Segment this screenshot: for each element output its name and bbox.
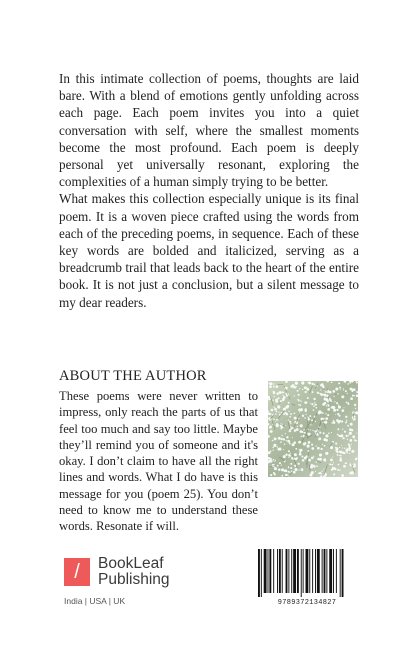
author-photo [268,381,358,477]
publisher-regions: India | USA | UK [64,596,126,606]
about-author-text: These poems were never written to impress, only reach the parts of us that feel too much and say too little. Maybe they’ll remind you of someone and it's okay. I don’t claim to have all the right lines and words. What I do have is this message for you (poem 25). You don’t need to know me to understand these words. Resonate if will. [59,389,258,534]
barcode-bars [255,549,359,597]
about-author-heading: ABOUT THE AUTHOR [59,368,207,384]
isbn-barcode [255,549,359,609]
blurb-paragraph-2: What makes this collection especially unique is its final poem. It is a woven piece crafted using the words from each of the preceding poems, in sequence. Each of these key words are bolded and italicized, serving as a breadcrumb trail that leads back to the heart of the entire book. It is not just a conclusion, but a silent message to my dear readers. [59,191,359,310]
babys-breath-flowers-image [268,381,358,477]
slash-icon: / [74,561,80,583]
publisher-name-line2: Publishing [98,571,170,588]
isbn-number: 9789372134827 [277,599,337,607]
publisher-name-line1: BookLeaf [98,555,164,572]
book-blurb [59,70,359,311]
publisher-logo-mark [64,558,90,586]
publisher-logo [64,556,234,612]
blurb-paragraph-1: In this intimate collection of poems, thoughts are laid bare. With a blend of emotions gently unfolding across each page. Each poem invites you into a quiet conversation with self, where the smallest moments become the most profound. Each poem is deeply personal yet universally resonant, exploring the complexities of a human simply trying to be better. [59,71,359,190]
